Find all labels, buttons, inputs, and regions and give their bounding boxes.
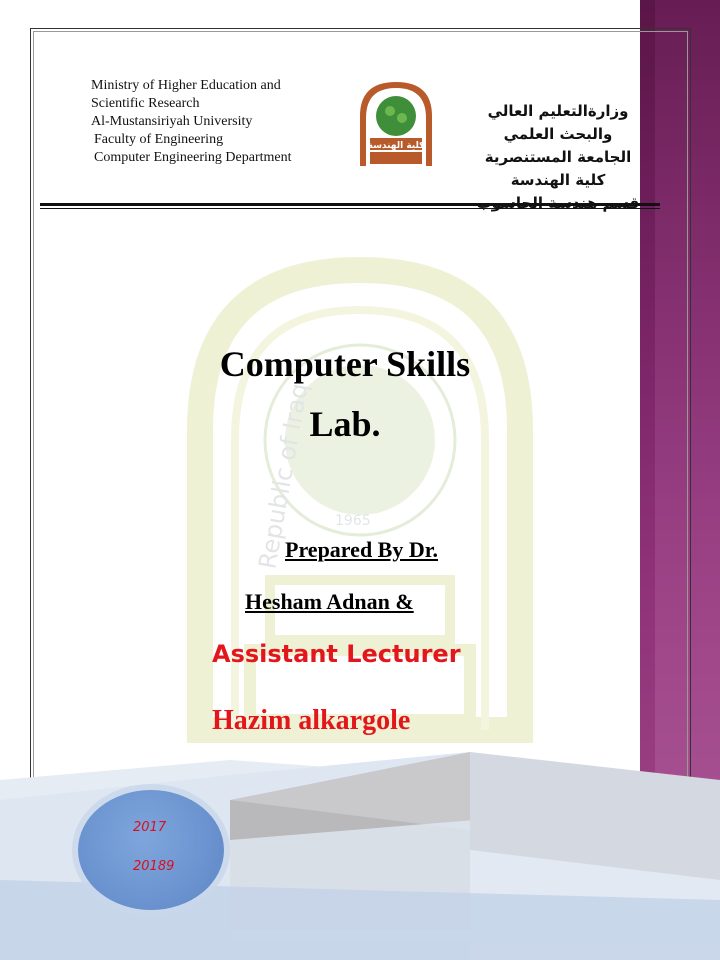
header-divider-thin [40, 208, 660, 209]
header-line-university: Al-Mustansiriyah University [91, 114, 253, 129]
author-primary: Hesham Adnan & [245, 589, 414, 614]
header-line-faculty: Faculty of Engineering [94, 132, 224, 147]
author-rank: Assistant Lecturer [212, 640, 461, 668]
header-line-ministry: Ministry of Higher Education and [91, 78, 281, 93]
arabic-line-research: والبحث العلمي [503, 125, 613, 143]
header-english [91, 77, 292, 167]
header-arabic [448, 100, 668, 215]
arabic-line-university: الجامعة المستنصرية [484, 148, 632, 166]
arabic-line-faculty: كلية الهندسة [510, 171, 606, 189]
year-badge [78, 790, 224, 910]
logo-arabic-text: كلية الهندسة [367, 141, 425, 151]
year-end: 20189 [133, 859, 175, 874]
header-line-research: Scientific Research [91, 96, 200, 111]
document-title [150, 336, 540, 452]
arabic-line-ministry: وزارةالتعليم العالي [487, 102, 629, 120]
title-line-1: Computer Skills [219, 344, 471, 384]
title-line-2: Lab. [309, 404, 381, 444]
year-start: 2017 [133, 820, 167, 835]
header-line-department: Computer Engineering Department [94, 150, 292, 165]
header-divider-thick [40, 203, 660, 206]
watermark-year: 1965 [335, 513, 371, 529]
author-secondary: Hazim alkargole [212, 705, 411, 736]
prepared-by: Prepared By Dr. [285, 537, 438, 562]
watermark-circle-text: Republic of Iraq [253, 381, 314, 572]
university-emblem-icon [356, 78, 436, 168]
